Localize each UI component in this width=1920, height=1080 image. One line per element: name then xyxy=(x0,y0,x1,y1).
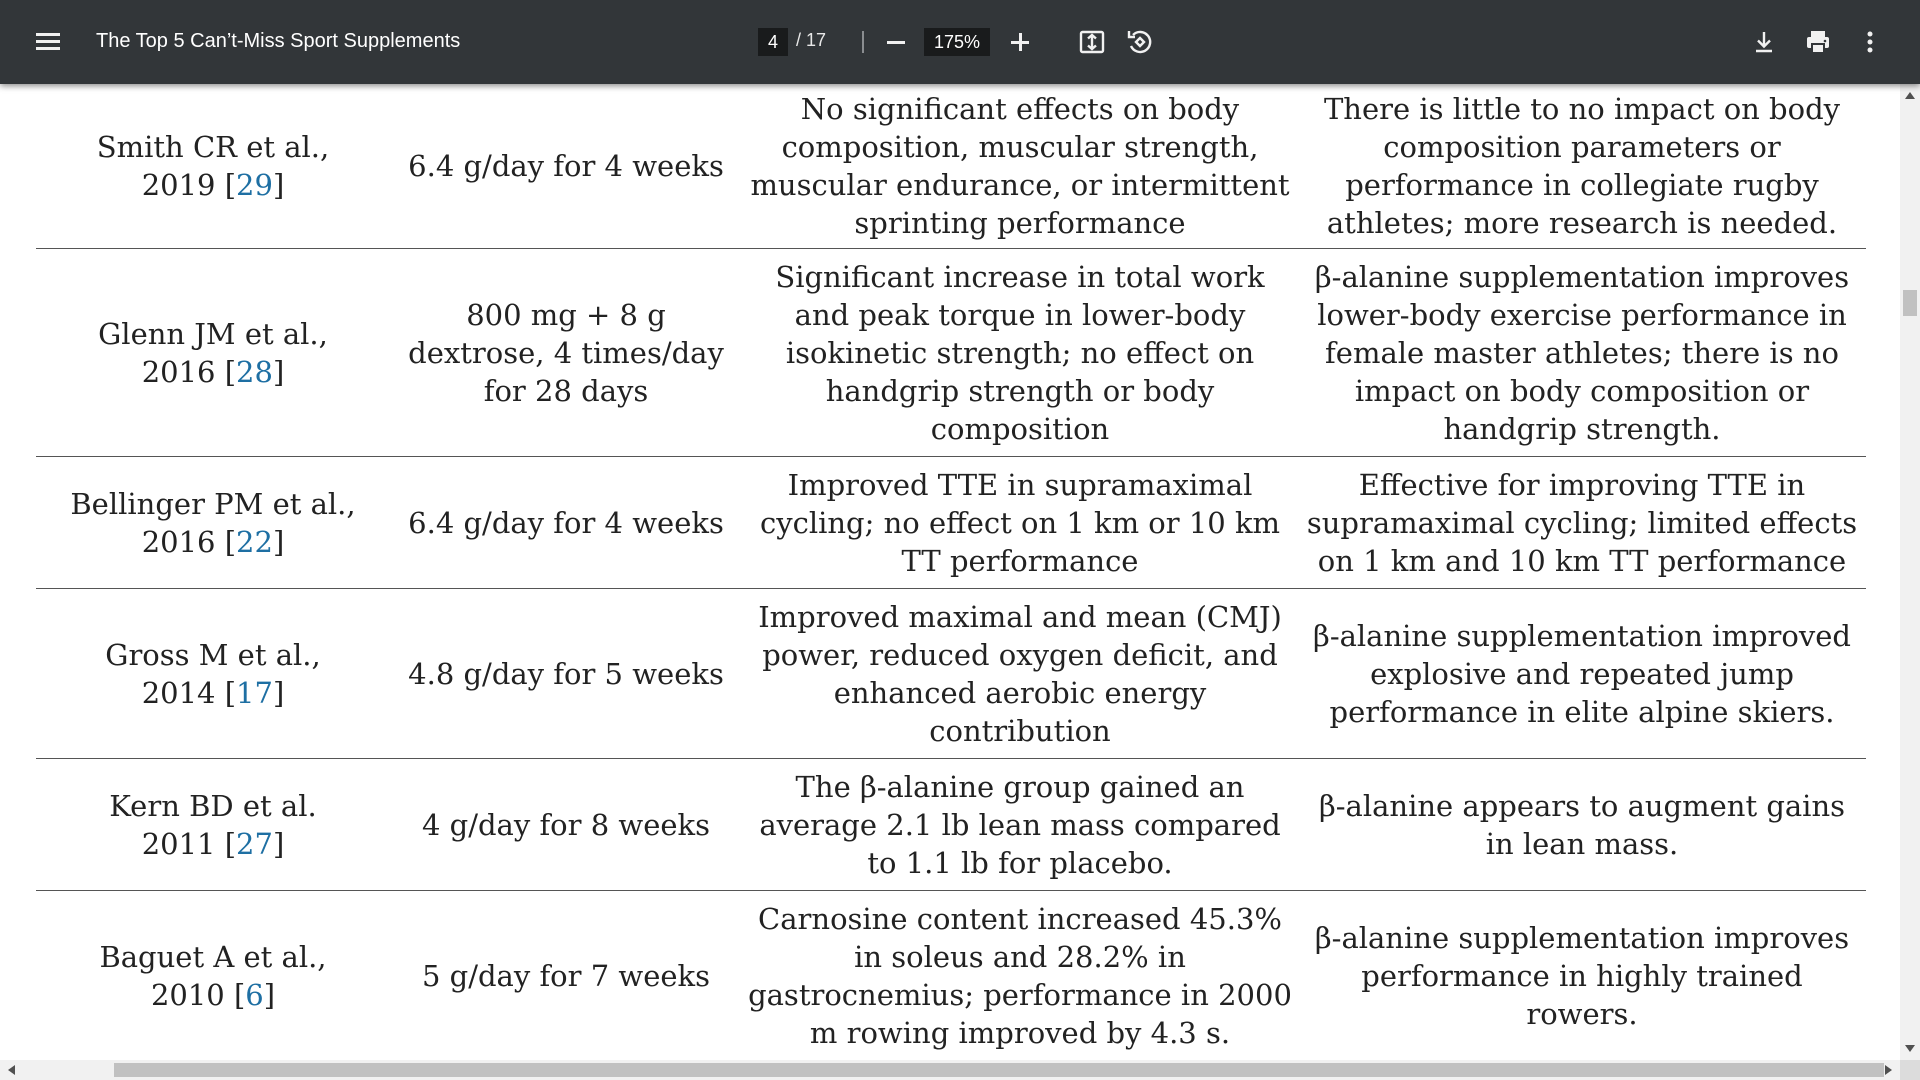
conclusion-cell: β-alanine appears to augment gains in lean mass. xyxy=(1298,759,1866,891)
document-viewport[interactable] xyxy=(0,84,1900,1060)
author-year: 2016 [ xyxy=(141,354,237,389)
page-total: / 17 xyxy=(796,30,827,50)
bracket-close: ] xyxy=(272,524,285,559)
author-cell xyxy=(36,457,390,589)
author-year: 2010 [ xyxy=(150,977,246,1012)
vertical-scroll-thumb[interactable] xyxy=(1903,290,1917,316)
zoom-in-icon[interactable] xyxy=(1006,28,1034,56)
vertical-scrollbar[interactable] xyxy=(1900,84,1920,1060)
study-table xyxy=(36,84,1866,1060)
download-icon[interactable] xyxy=(1748,26,1780,58)
author-name: Bellinger PM et al., xyxy=(70,486,356,521)
scroll-left-icon[interactable] xyxy=(8,1065,15,1075)
scroll-up-icon[interactable] xyxy=(1905,92,1915,99)
zoom-out-icon[interactable] xyxy=(882,28,910,56)
outcomes-cell: No significant effects on body composition, muscular strength, muscular endurance, or intermittent sprinting performance xyxy=(742,84,1298,249)
author-name: Baguet A et al., xyxy=(99,939,327,974)
author-year: 2014 [ xyxy=(141,675,237,710)
toolbar-divider xyxy=(862,31,864,53)
dosage-cell: 5 g/day for 7 weeks xyxy=(421,958,710,993)
bracket-close: ] xyxy=(272,675,285,710)
dosage-cell: 4.8 g/day for 5 weeks xyxy=(390,589,742,759)
page-number-input[interactable]: 4 xyxy=(758,28,788,56)
rotate-icon[interactable] xyxy=(1124,26,1156,58)
pdf-toolbar xyxy=(0,0,1920,84)
bracket-close: ] xyxy=(272,168,285,202)
author-name: Smith CR et al., xyxy=(96,130,330,164)
print-icon[interactable] xyxy=(1802,26,1834,58)
author-cell xyxy=(36,249,390,457)
outcomes-cell: Significant increase in total work and peak torque in lower-body isokinetic strength; no effect on handgrip strength or body composition xyxy=(742,249,1298,457)
table-row xyxy=(36,84,1866,249)
author-cell xyxy=(36,891,390,1061)
bracket-close: ] xyxy=(263,977,276,1012)
conclusion-cell: Effective for improving TTE in supramaximal cycling; limited effects on 1 km and 10 km TT performance xyxy=(1298,457,1866,589)
author-cell xyxy=(36,84,390,249)
outcomes-cell: Improved TTE in supramaximal cycling; no effect on 1 km or 10 km TT performance xyxy=(742,457,1298,589)
reference-link[interactable]: 17 xyxy=(236,675,273,710)
dosage-cell: 800 mg + 8 g dextrose, 4 times/day for 28 days xyxy=(390,249,742,457)
table-row xyxy=(36,249,1866,457)
conclusion-cell: β-alanine supplementation improved explosive and repeated jump performance in elite alpine skiers. xyxy=(1298,589,1866,759)
table-row xyxy=(36,457,1866,589)
scroll-right-icon[interactable] xyxy=(1885,1065,1892,1075)
horizontal-scroll-thumb[interactable] xyxy=(114,1063,1884,1077)
outcomes-cell: Improved maximal and mean (CMJ) power, reduced oxygen deficit, and enhanced aerobic energy contribution xyxy=(742,589,1298,759)
conclusion-cell: β-alanine supplementation improves performance in highly trained rowers. xyxy=(1314,920,1850,1031)
horizontal-scrollbar[interactable] xyxy=(0,1060,1900,1080)
reference-link[interactable]: 27 xyxy=(236,826,273,861)
dosage-cell: 6.4 g/day for 4 weeks xyxy=(390,457,742,589)
conclusion-cell: β-alanine supplementation improves lower-body exercise performance in female master athletes; there is no impact on body composition or handgrip strength. xyxy=(1298,249,1866,457)
scroll-down-icon[interactable] xyxy=(1905,1045,1915,1052)
conclusion-cell: There is little to no impact on body composition parameters or performance in collegiate rugby athletes; more research is needed. xyxy=(1298,84,1866,249)
fit-to-page-icon[interactable] xyxy=(1076,26,1108,58)
bracket-close: ] xyxy=(272,354,285,389)
author-cell xyxy=(36,589,390,759)
reference-link[interactable]: 29 xyxy=(236,168,273,202)
table-row xyxy=(36,891,1866,1061)
author-cell xyxy=(36,759,390,891)
author-year: 2016 [ xyxy=(141,524,237,559)
reference-link[interactable]: 28 xyxy=(236,354,273,389)
author-name: Gross M et al., xyxy=(105,637,321,672)
dosage-cell: 4 g/day for 8 weeks xyxy=(390,759,742,891)
zoom-level-input[interactable]: 175% xyxy=(924,28,990,56)
more-options-icon[interactable] xyxy=(1854,26,1886,58)
document-title: The Top 5 Can’t-Miss Sport Supplements xyxy=(96,30,461,52)
scrollbar-corner xyxy=(1900,1060,1920,1080)
author-name: Glenn JM et al., xyxy=(98,316,328,351)
outcomes-cell: The β-alanine group gained an average 2.1 lb lean mass compared to 1.1 lb for placebo. xyxy=(742,759,1298,891)
bracket-close: ] xyxy=(272,826,285,861)
author-year: 2019 [ xyxy=(141,168,237,202)
menu-icon[interactable] xyxy=(34,28,62,56)
outcomes-cell: Carnosine content increased 45.3% in soleus and 28.2% in gastrocnemius; performance in 2000 m rowing improved by 4.3 s. xyxy=(748,901,1292,1050)
table-row xyxy=(36,759,1866,891)
reference-link[interactable]: 6 xyxy=(245,977,264,1012)
dosage-cell: 6.4 g/day for 4 weeks xyxy=(390,84,742,249)
author-year: 2011 [ xyxy=(141,826,237,861)
reference-link[interactable]: 22 xyxy=(236,524,273,559)
table-row xyxy=(36,589,1866,759)
author-name: Kern BD et al. xyxy=(109,788,317,823)
